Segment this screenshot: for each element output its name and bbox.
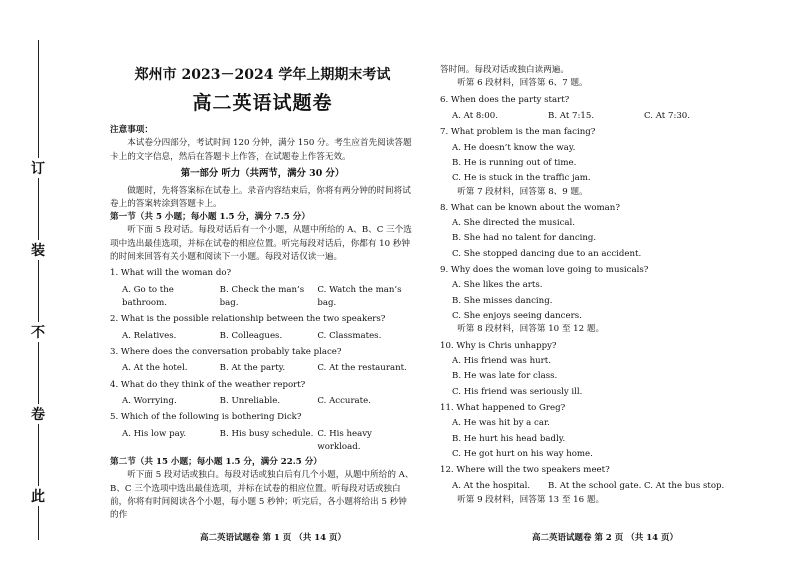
option-c: C. She enjoys seeing dancers. [452, 311, 582, 321]
option-b: B. He is running out of time. [452, 157, 577, 168]
option-c: C. At the bus stop. [644, 481, 725, 492]
option-b: B. Check the man’s bag. [219, 284, 305, 309]
question-item [110, 379, 415, 409]
option-c: C. He got hurt on his way home. [452, 448, 593, 459]
listen-instruction: 听第 8 段材料，回答第 10 至 12 题。 [457, 324, 605, 335]
option-a: A. Relatives. [122, 330, 177, 341]
option-a: A. She likes the arts. [452, 280, 543, 291]
option-c: C. He is stuck in the traffic jam. [452, 173, 591, 184]
question-text: 10. Why is Chris unhappy? [440, 340, 557, 351]
question-text: 11. What happened to Greg? [440, 402, 566, 413]
question-text: 4. What do they think of the weather report? [110, 379, 306, 390]
binding-char: 此 [28, 486, 48, 506]
binding-char: 卷 [28, 404, 48, 424]
question-text: 12. Where will the two speakers meet? [440, 465, 610, 476]
option-b: B. She misses dancing. [452, 295, 553, 306]
listen-instruction: 听第 6 段材料，回答第 6、7 题。 [457, 78, 588, 89]
page-2 [440, 64, 740, 507]
option-a: A. He doesn’t know the way. [452, 142, 576, 153]
option-a: A. His friend was hurt. [452, 355, 551, 366]
page-1 [110, 124, 415, 523]
listen-instruction: 听第 7 段材料，回答第 8、9 题。 [457, 186, 588, 197]
question-item [110, 313, 415, 343]
option-c: C. His friend was seriously ill. [452, 386, 583, 397]
listen-instruction: 听第 9 段材料，回答第 13 至 16 题。 [457, 494, 605, 505]
part1-title: 第一部分 听力（共两节，满分 30 分） [180, 167, 345, 179]
binding-line-rule [38, 40, 39, 540]
notice-title: 注意事项： [110, 125, 153, 135]
question-item [110, 411, 415, 454]
option-b: B. At the school gate. [548, 481, 642, 492]
section2-title: 第二节（共 15 小题；每小题 1.5 分，满分 22.5 分） [110, 457, 322, 468]
part1-intro: 做题时，先将答案标在试卷上。录音内容结束后，你将有两分钟的时间将试卷上的答案转涂到答题卡上。 [110, 185, 411, 209]
question-text: 1. What will the woman do? [110, 268, 232, 279]
option-a: A. She directed the musical. [452, 218, 576, 229]
option-b: B. His busy schedule. [219, 428, 314, 439]
option-a: A. At 8:00. [452, 110, 498, 121]
option-a: A. His low pay. [122, 428, 187, 439]
option-b: B. He hurt his head badly. [452, 433, 566, 444]
option-c: C. She stopped dancing due to an accident. [452, 248, 642, 259]
page-2-footer: 高二英语试题卷 第 2 页 （共 14 页） [532, 533, 678, 543]
option-c: C. Classmates. [317, 330, 382, 341]
option-c: C. At 7:30. [644, 110, 691, 121]
option-c: C. Accurate. [317, 395, 371, 406]
option-c: C. Watch the man’s bag. [317, 284, 402, 309]
binding-char: 不 [28, 322, 48, 342]
binding-line [14, 40, 54, 540]
question-text: 6. When does the party start? [440, 94, 570, 105]
question-item [110, 346, 415, 376]
option-a: A. At the hotel. [122, 363, 188, 374]
exam-title: 郑州市 2023－2024 学年上期期末考试 [134, 67, 391, 83]
question-text: 9. Why does the woman love going to musicals? [440, 265, 649, 276]
option-b: B. Colleagues. [219, 330, 283, 341]
question-text: 3. Where does the conversation probably take place? [110, 346, 342, 357]
question-text: 8. What can be known about the woman? [440, 202, 620, 213]
option-c: C. At the restaurant. [317, 363, 407, 374]
option-a: A. He was hit by a car. [452, 418, 550, 429]
option-b: B. At the party. [219, 363, 286, 374]
question-text: 7. What problem is the man facing? [440, 127, 596, 138]
continued-text: 答时间。每段对话或独白读两遍。 [440, 65, 569, 75]
binding-char: 装 [28, 240, 48, 260]
question-text: 2. What is the possible relationship between the two speakers? [110, 314, 386, 325]
option-b: B. At 7:15. [548, 110, 595, 121]
page-1-footer: 高二英语试题卷 第 1 页 （共 14 页） [200, 533, 346, 543]
notice-text: 本试卷分四部分，考试时间 120 分钟，满分 150 分。考生应首先阅读答题卡上的文字信息，然后在答题卡上作答，在试题卷上作答无效。 [110, 138, 412, 162]
section1-text: 听下面 5 段对话。每段对话后有一个小题，从题中所给的 A、B、C 三个选项中选出最佳选项，并标在试卷的相应位置。听完每段对话后，你都有 10 秒钟的时间来回答有关小题和阅读下一小题。每段对话仅读一遍。 [110, 225, 412, 263]
option-c: C. His heavy workload. [317, 428, 372, 452]
option-a: A. Worrying. [122, 395, 177, 406]
exam-subtitle: 高二英语试题卷 [192, 92, 333, 114]
option-a: A. Go to the bathroom. [122, 284, 174, 309]
question-text: 5. Which of the following is bothering Dick? [110, 412, 302, 423]
binding-char: 订 [28, 158, 48, 178]
option-b: B. She had no talent for dancing. [452, 233, 597, 244]
option-b: B. Unreliable. [219, 395, 281, 406]
question-item [110, 267, 415, 310]
section1-title: 第一节（共 5 小题；每小题 1.5 分，满分 7.5 分） [110, 212, 310, 223]
section2-text: 听下面 5 段对话或独白。每段对话或独白后有几个小题，从题中所给的 A、B、C 三个选项中选出最佳选项，并标在试卷的相应位置。听每段对话或独白前，你将有时间阅读各个小题，每小题 5 秒钟；听完后，各小题将给出 5 秒钟的作 [110, 470, 414, 521]
option-a: A. At the hospital. [452, 481, 531, 492]
option-b: B. He was late for class. [452, 371, 558, 382]
